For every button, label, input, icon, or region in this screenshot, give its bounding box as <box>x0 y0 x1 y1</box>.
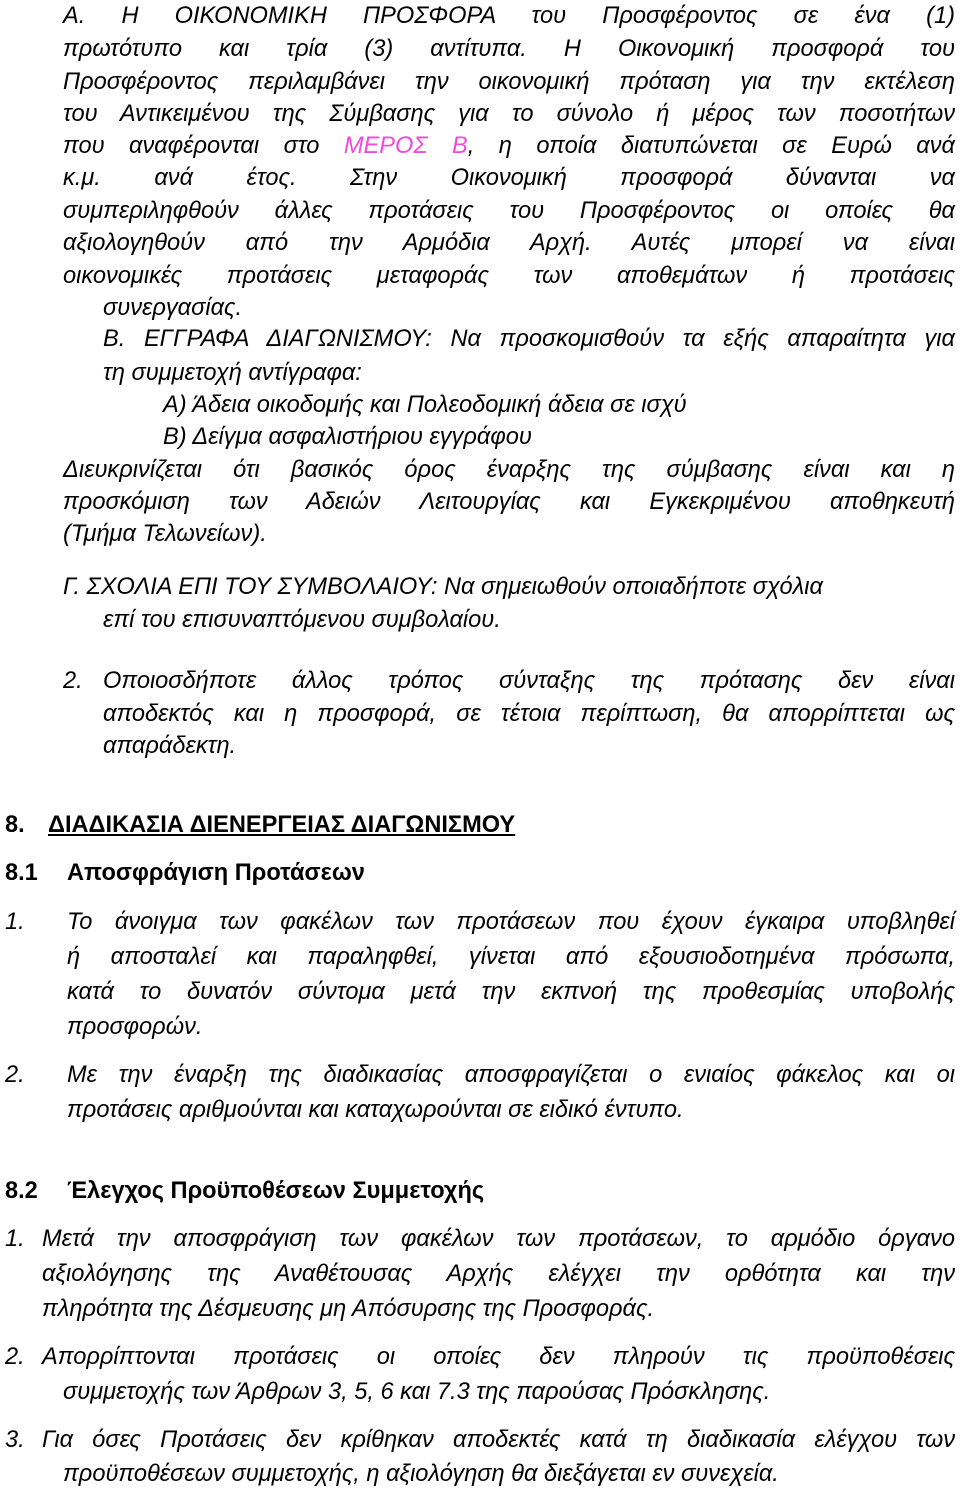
section-a-line-6: κ.μ. ανά έτος. Στην Οικονομική προσφορά δύνανται να <box>63 165 955 191</box>
s81-item-2-line-1: Με την έναρξη της διαδικασίας αποσφραγίζεται ο ενιαίος φάκελος και οι <box>67 1062 955 1088</box>
heading-8-2-number: 8.2 <box>5 1178 38 1204</box>
point-2-line-1: Οποιοσδήποτε άλλος τρόπος σύνταξης της πρότασης δεν είναι <box>103 668 955 694</box>
s81-item-1-line-1: Το άνοιγμα των φακέλων των προτάσεων που έχουν έγκαιρα υποβληθεί <box>67 909 955 935</box>
section-a-line-3: Προσφέροντος περιλαμβάνει την οικονομική πρόταση για την εκτέλεση <box>63 69 955 95</box>
heading-8-2-title: Έλεγχος Προϋποθέσεων Συμμετοχής <box>67 1178 485 1204</box>
heading-8-1-number: 8.1 <box>5 860 38 886</box>
section-b-item-a: Α) Άδεια οικοδομής και Πολεοδομική άδεια σε ισχύ <box>163 392 687 418</box>
point-2-line-2: αποδεκτός και η προσφορά, σε τέτοια περίπτωση, θα απορρίπτεται ως <box>103 701 955 727</box>
s82-item-2-line-1: Απορρίπτονται προτάσεις οι οποίες δεν πληρούν τις προϋποθέσεις <box>42 1344 955 1370</box>
meros-b-highlight: ΜΕΡΟΣ Β <box>343 133 468 159</box>
s81-item-2-line-2: προτάσεις αριθμούνται και καταχωρούνται σε ειδικό έντυπο. <box>67 1097 684 1123</box>
section-a-line-5-post: , η οποία διατυπώνεται σε Ευρώ ανά <box>467 133 955 159</box>
s82-item-3-line-2: προϋποθέσεων συμμετοχής, η αξιολόγηση θα διεξάγεται εν συνεχεία. <box>63 1461 779 1487</box>
section-a-line-10: συνεργασίας. <box>103 295 243 321</box>
section-b-note-3: (Τμήμα Τελωνείων). <box>63 521 267 547</box>
s82-item-1-number: 1. <box>5 1226 25 1252</box>
section-a-line-4: του Αντικειμένου της Σύμβασης για το σύνολο ή μέρος των ποσοτήτων <box>63 101 955 127</box>
s82-item-1-line-1: Μετά την αποσφράγιση των φακέλων των προτάσεων, το αρμόδιο όργανο <box>42 1226 955 1252</box>
section-a-line-7: συμπεριληφθούν άλλες προτάσεις του Προσφέροντος οι οποίες θα <box>63 198 955 224</box>
s81-item-1-line-2: ή αποσταλεί και παραληφθεί, γίνεται από εξουσιοδοτημένα πρόσωπα, <box>67 944 955 970</box>
s82-item-2-line-2: συμμετοχής των Άρθρων 3, 5, 6 και 7.3 της παρούσας Πρόσκλησης. <box>63 1379 771 1405</box>
section-b-line-1: Β. ΕΓΓΡΑΦΑ ΔΙΑΓΩΝΙΣΜΟΥ: Να προσκομισθούν τα εξής απαραίτητα για <box>103 326 955 352</box>
section-a-line-8: αξιολογηθούν από την Αρμόδια Αρχή. Αυτές μπορεί να είναι <box>63 230 955 256</box>
section-a-line-9: οικονομικές προτάσεις μεταφοράς των αποθεμάτων ή προτάσεις <box>63 263 955 289</box>
section-b-line-2: τη συμμετοχή αντίγραφα: <box>103 360 362 386</box>
s81-item-1-number: 1. <box>5 909 25 935</box>
section-c-line-1: Γ. ΣΧΟΛΙΑ ΕΠΙ ΤΟΥ ΣΥΜΒΟΛΑΙΟΥ: Να σημειωθούν οποιαδήποτε σχόλια <box>63 574 823 600</box>
s82-item-3-line-1: Για όσες Προτάσεις δεν κρίθηκαν αποδεκτές κατά τη διαδικασία ελέγχου των <box>42 1427 955 1453</box>
section-a-line-5 <box>63 130 955 163</box>
section-a-line-1: Α. Η ΟΙΚΟΝΟΜΙΚΗ ΠΡΟΣΦΟΡΑ του Προσφέροντος σε ένα (1) <box>63 3 955 29</box>
s81-item-1-line-4: προσφορών. <box>67 1014 203 1040</box>
s81-item-1-line-3: κατά το δυνατόν σύντομα μετά την εκπνοή της προθεσμίας υποβολής <box>67 979 955 1005</box>
heading-8-title: ΔΙΑΔΙΚΑΣΙΑ ΔΙΕΝΕΡΓΕΙΑΣ ΔΙΑΓΩΝΙΣΜΟΥ <box>48 812 516 838</box>
point-2-number: 2. <box>63 668 83 694</box>
heading-8-1-title: Αποσφράγιση Προτάσεων <box>67 860 365 886</box>
s82-item-1-line-2: αξιολόγησης της Αναθέτουσας Αρχής ελέγχει την ορθότητα και την <box>42 1261 955 1287</box>
s82-item-1-line-3: πληρότητα της Δέσμευσης μη Απόσυρσης της Προσφοράς. <box>42 1296 655 1322</box>
s81-item-2-number: 2. <box>5 1062 25 1088</box>
section-a-line-5-pre: που αναφέρονται στο <box>63 133 344 159</box>
s82-item-3-number: 3. <box>5 1427 25 1453</box>
heading-8-number: 8. <box>5 812 25 838</box>
section-b-item-b: Β) Δείγμα ασφαλιστήριου εγγράφου <box>163 424 532 450</box>
section-b-note-1: Διευκρινίζεται ότι βασικός όρος έναρξης της σύμβασης είναι και η <box>63 457 955 483</box>
section-b-note-2: προσκόμιση των Αδειών Λειτουργίας και Εγκεκριμένου αποθηκευτή <box>63 489 955 515</box>
s82-item-2-number: 2. <box>5 1344 25 1370</box>
point-2-line-3: απαράδεκτη. <box>103 733 237 759</box>
section-a-line-2: πρωτότυπο και τρία (3) αντίτυπα. Η Οικονομική προσφορά του <box>63 36 955 62</box>
section-c-line-2: επί του επισυναπτόμενου συμβολαίου. <box>103 607 501 633</box>
